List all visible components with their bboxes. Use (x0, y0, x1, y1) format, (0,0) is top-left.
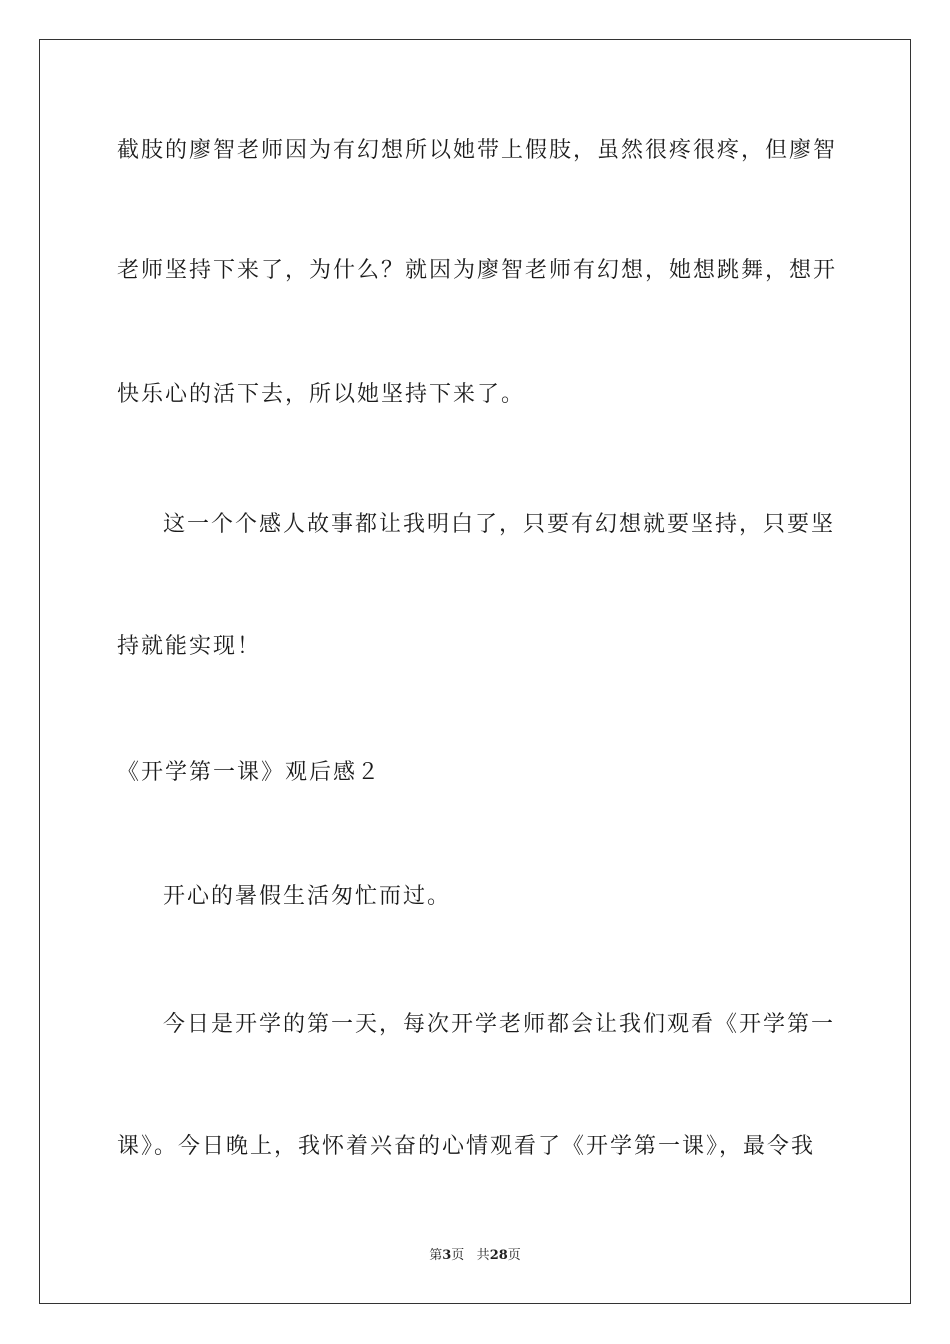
footer-prefix: 第 (429, 1248, 443, 1263)
body-line-5: 持就能实现！ (117, 634, 262, 659)
page-footer (0, 1247, 950, 1265)
body-line-2: 老师坚持下来了，为什么？就因为廖智老师有幻想，她想跳舞，想开 (117, 258, 838, 283)
body-line-8: 课》。今日晚上，我怀着兴奋的心情观看了《开学第一课》，最令我 (117, 1134, 816, 1159)
footer-total-suffix: 页 (507, 1248, 521, 1263)
page-border (39, 39, 911, 1304)
total-pages-number: 28 (489, 1248, 508, 1263)
footer-total-prefix: 共 (476, 1248, 490, 1263)
body-line-1: 截肢的廖智老师因为有幻想所以她带上假肢，虽然很疼很疼，但廖智 (117, 138, 838, 163)
body-line-6: 开心的暑假生活匆忙而过。 (163, 884, 452, 909)
body-line-7: 今日是开学的第一天，每次开学老师都会让我们观看《开学第一 (163, 1012, 836, 1037)
current-page-number: 3 (442, 1248, 452, 1263)
body-line-4: 这一个个感人故事都让我明白了，只要有幻想就要坚持，只要坚 (163, 512, 836, 537)
section-heading: 《开学第一课》观后感２ (117, 760, 382, 785)
body-line-3: 快乐心的活下去，所以她坚持下来了。 (117, 382, 526, 407)
footer-page-suffix: 页 (451, 1248, 465, 1263)
